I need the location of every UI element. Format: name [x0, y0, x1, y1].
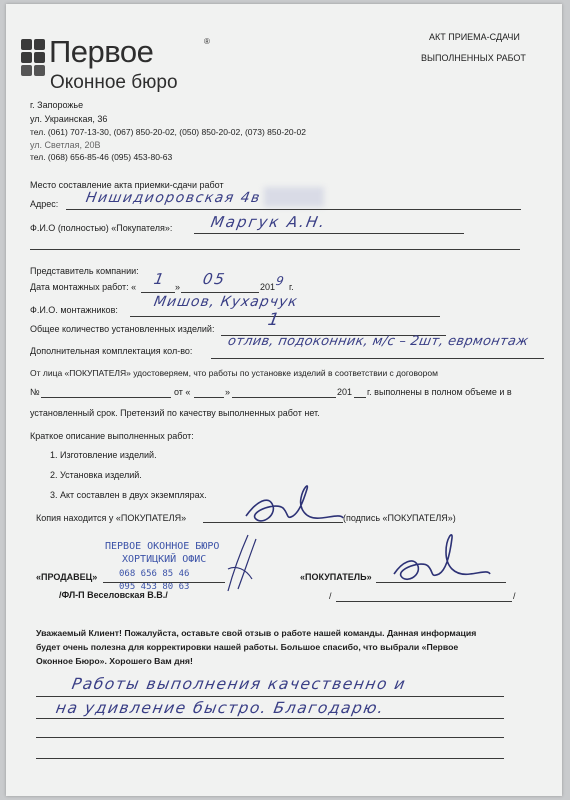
contact-line: г. Запорожье: [30, 100, 84, 110]
seller-sign-line: [103, 582, 225, 583]
extra-value: отлив, подоконник, м/с – 2шт, еврмонтаж: [226, 334, 530, 349]
feedback-text: Уважаемый Клиент! Пожалуйста, оставьте свой отзыв о работе нашей команды. Данная информация: [36, 628, 477, 638]
seller-label: «ПРОДАВЕЦ»: [36, 572, 98, 582]
address-label: Адрес:: [30, 199, 59, 209]
buyer-signature-2: [384, 524, 494, 594]
contract-day-line: [194, 397, 224, 398]
buyer-tail: /: [513, 591, 516, 601]
copy-sign-label: (подпись «ПОКУПАТЕЛЯ»): [343, 513, 456, 523]
date-close: »: [175, 282, 181, 292]
copy-label: Копия находится у «ПОКУПАТЕЛЯ»: [36, 513, 187, 523]
installers-label: Ф.И.О. монтажников:: [30, 305, 118, 315]
installers-line: [130, 316, 440, 317]
feedback-handwritten: на удивление быстро. Благодарю.: [54, 699, 387, 717]
date-month: 05: [201, 270, 228, 288]
works-item: 1. Изготовление изделий.: [50, 450, 157, 460]
feedback-line: [36, 758, 504, 759]
logo-name-line2: Оконное бюро: [50, 72, 178, 93]
works-title: Краткое описание выполненных работ:: [30, 431, 194, 441]
contact-line: ул. Украинская, 36: [30, 114, 108, 124]
feedback-line: [36, 718, 504, 719]
logo-reg-mark: ®: [204, 37, 210, 46]
fio-line-2: [30, 249, 520, 250]
doc-title-line1: АКТ ПРИЕМА-СДАЧИ: [429, 32, 520, 42]
address-redaction: [264, 187, 324, 207]
logo-square: [21, 52, 32, 63]
fio-label: Ф.И.О (полностью) «Покупателя»:: [30, 223, 173, 233]
fio-line: [194, 233, 464, 234]
stamp-line: ПЕРВОЕ ОКОННОЕ БЮРО: [105, 541, 220, 552]
logo-square: [34, 65, 45, 76]
contract-tail: г. выполнены в полном объеме и в: [367, 387, 512, 397]
contract-line1: От лица «ПОКУПАТЕЛЯ» удостоверяем, что работы по установке изделий в соответствии с договором: [30, 368, 438, 378]
buyer-signature-1: [231, 474, 351, 534]
buyer-slash: /: [329, 591, 332, 601]
contact-line: ул. Светлая, 20В: [30, 140, 101, 150]
logo-square: [21, 39, 32, 50]
date-year-hw: 9: [274, 274, 285, 288]
feedback-handwritten: Работы выполнения качественно и: [70, 675, 408, 693]
logo-square: [34, 52, 45, 63]
contract-mid: »: [225, 387, 231, 397]
contract-year: 201: [337, 387, 353, 397]
fio-value: Маргук А.Н.: [209, 213, 328, 231]
date-month-line: [181, 292, 259, 293]
contract-line3: установленный срок. Претензий по качеству выполненных работ нет.: [30, 408, 320, 418]
contact-line: тел. (068) 656-85-46 (095) 453-80-63: [30, 152, 173, 162]
document-page: [6, 4, 562, 796]
works-item: 2. Установка изделий.: [50, 470, 142, 480]
contract-no-line: [41, 397, 171, 398]
feedback-line: [36, 696, 504, 697]
date-year-suffix: г.: [289, 282, 294, 292]
address-line: [66, 209, 521, 210]
place-label: Место составление акта приемки-сдачи работ: [30, 180, 224, 190]
date-year-prefix: 201: [260, 282, 276, 292]
logo-name-line1: Первое: [49, 34, 154, 69]
buyer-name-line: [336, 601, 512, 602]
contract-no: №: [30, 387, 40, 397]
logo-square: [21, 65, 32, 76]
stamp-line: ХОРТИЦКИЙ ОФИС: [122, 554, 207, 565]
rep-label: Представитель компании:: [30, 266, 139, 276]
date-label: Дата монтажных работ: «: [30, 282, 137, 292]
doc-title-line2: ВЫПОЛНЕННЫХ РАБОТ: [421, 53, 526, 63]
buyer-label: «ПОКУПАТЕЛЬ»: [300, 572, 372, 582]
stamp-phone: 068 656 85 46: [119, 569, 190, 579]
logo-square: [34, 39, 45, 50]
feedback-text: будет очень полезна для корректировки нашей работы. Большое спасибо, что выбрали «Первое: [36, 642, 459, 652]
seller-signature: [206, 529, 276, 599]
extra-label: Дополнительная комплектация кол-во:: [30, 346, 193, 356]
extra-line: [211, 358, 544, 359]
feedback-line: [36, 737, 504, 738]
contact-line: тел. (061) 707-13-30, (067) 850-20-02, (050) 850-20-02, (073) 850-20-02: [30, 127, 306, 137]
seller-name: /ФЛ-П Веселовская В.В./: [59, 590, 168, 600]
works-item: 3. Акт составлен в двух экземплярах.: [50, 490, 207, 500]
contract-month-line: [232, 397, 336, 398]
feedback-text: Оконное Бюро». Хорошего Вам дня!: [36, 656, 193, 666]
contract-year-line: [354, 397, 366, 398]
stamp-phone: 095 453 80 63: [119, 582, 190, 592]
contract-from: от «: [174, 387, 191, 397]
date-day-line: [141, 292, 175, 293]
address-value: Нишидиоровская 4в: [84, 190, 263, 206]
installers-value: Мишов, Кухарчук: [152, 294, 300, 310]
date-day: 1: [152, 270, 166, 288]
total-label: Общее количество установленных изделий:: [30, 324, 215, 334]
total-value: 1: [266, 310, 281, 330]
